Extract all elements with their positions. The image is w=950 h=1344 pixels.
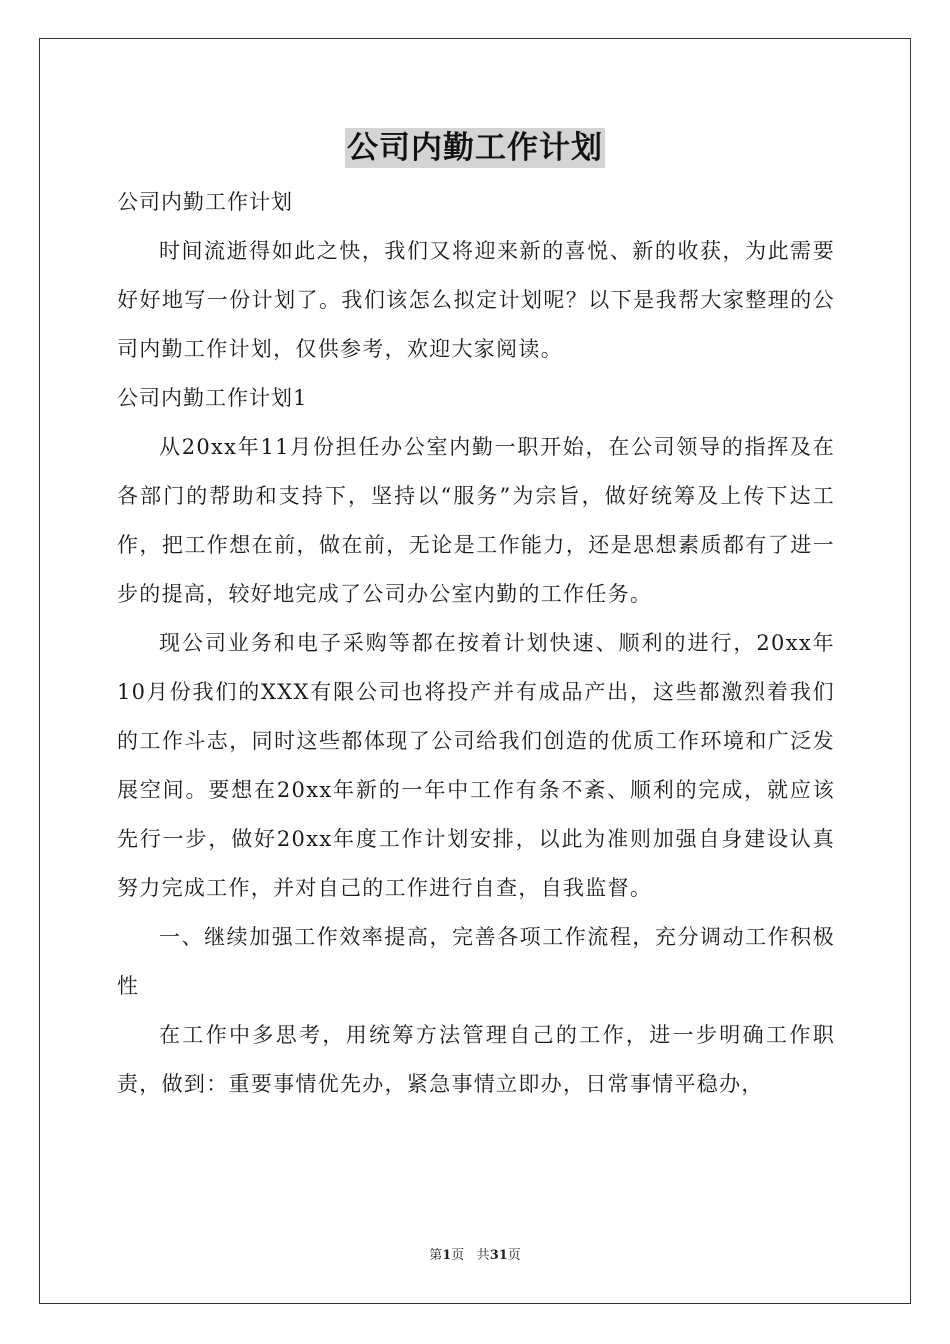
page-footer	[0, 1247, 950, 1265]
paragraph: 在工作中多思考，用统筹方法管理自己的工作，进一步明确工作职责，做到：重要事情优先办，紧急事情立即办，日常事情平稳办，	[117, 1023, 835, 1096]
paragraph: 公司内勤工作计划	[117, 190, 293, 214]
page-prefix: 第	[429, 1248, 443, 1263]
total-pages: 31	[489, 1248, 508, 1263]
document-body	[117, 178, 835, 1109]
paragraph: 时间流逝得如此之快，我们又将迎来新的喜悦、新的收获，为此需要好好地写一份计划了。我们该怎么拟定计划呢？以下是我帮大家整理的公司内勤工作计划，仅供参考，欢迎大家阅读。	[117, 239, 835, 361]
page-suffix: 页	[451, 1248, 465, 1263]
paragraph: 一、继续加强工作效率提高，完善各项工作流程，充分调动工作积极性	[117, 925, 835, 998]
paragraph: 从20xx年11月份担任办公室内勤一职开始，在公司领导的指挥及在各部门的帮助和支持下，坚持以“服务”为宗旨，做好统筹及上传下达工作，把工作想在前，做在前，无论是工作能力，还是思想素质都有了进一步的提高，较好地完成了公司办公室内勤的工作任务。	[117, 435, 835, 606]
paragraph: 公司内勤工作计划1	[117, 386, 308, 410]
title-container	[0, 128, 950, 168]
total-suffix: 页	[507, 1248, 521, 1263]
total-prefix: 共	[476, 1248, 490, 1263]
page-title: 公司内勤工作计划	[347, 130, 603, 166]
paragraph: 现公司业务和电子采购等都在按着计划快速、顺利的进行，20xx年10月份我们的XXX有限公司也将投产并有成品产出，这些都激烈着我们的工作斗志，同时这些都体现了公司给我们创造的优质工作环境和广泛发展空间。要想在20xx年新的一年中工作有条不紊、顺利的完成，就应该先行一步，做好20xx年度工作计划安排，以此为准则加强自身建设认真努力完成工作，并对自己的工作进行自查，自我监督。	[117, 631, 835, 900]
page-number: 1	[442, 1248, 452, 1263]
